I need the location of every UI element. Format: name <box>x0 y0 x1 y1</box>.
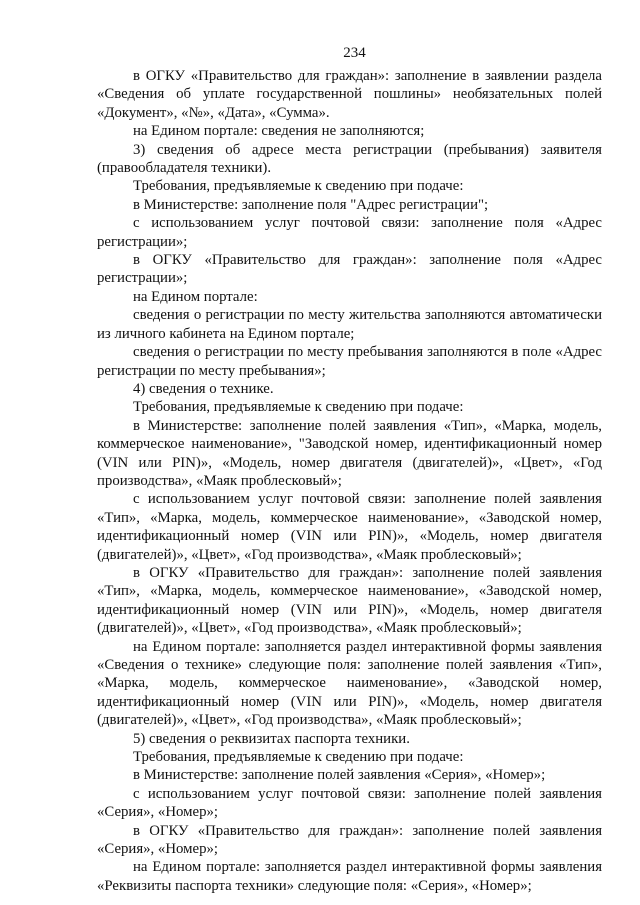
paragraph: сведения о регистрации по месту жительства заполняются автоматически из личного кабинета на Едином портале; <box>97 307 602 342</box>
paragraph: 5) сведения о реквизитах паспорта техники. <box>133 730 410 747</box>
paragraph: в Министерстве: заполнение полей заявления «Серия», «Номер»; <box>133 767 546 784</box>
paragraph: с использованием услуг почтовой связи: заполнение полей заявления «Серия», «Номер»; <box>97 785 602 821</box>
page-number: 234 <box>343 45 366 61</box>
paragraph: Требования, предъявляемые к сведению при подаче: <box>133 749 464 766</box>
paragraph: в ОГКУ «Правительство для граждан»: заполнение поля «Адрес регистрации»; <box>97 252 602 287</box>
paragraph: Требования, предъявляемые к сведению при подаче: <box>133 178 464 195</box>
paragraph: в ОГКУ «Правительство для граждан»: заполнение в заявлении раздела «Сведения об уплате государственной пошлины» необязательных полей «Документ», «№», «Дата», «Сумма». <box>97 68 602 121</box>
paragraph: на Едином портале: заполняется раздел интерактивной формы заявления «Сведения о технике» следующие поля: заполнение полей заявления «Тип», «Марка, модель, коммерческое наименование», «Заводской номер, идентификационный номер (VIN или PIN)», «Модель, номер двигателя (двигателей)», «Цвет», «Год производства», «Маяк проблесковый»; <box>97 638 602 729</box>
paragraph: 4) сведения о технике. <box>133 380 274 397</box>
paragraph: в Министерстве: заполнение полей заявления «Тип», «Марка, модель, коммерческое наименование», "Заводской номер, идентификационный номер (VIN или PIN)», «Модель, номер двигателя (двигателей)», «Цвет», «Год производства», «Маяк проблесковый»; <box>97 417 602 489</box>
paragraph: с использованием услуг почтовой связи: заполнение полей заявления «Тип», «Марка, модель, коммерческое наименование», «Заводской номер, идентификационный номер (VIN или PIN)», «Модель, номер двигателя (двигателей)», «Цвет», «Год производства», «Маяк проблесковый»; <box>97 491 602 563</box>
paragraph: с использованием услуг почтовой связи: заполнение поля «Адрес регистрации»; <box>97 215 602 250</box>
document-body <box>97 67 602 895</box>
paragraph: на Едином портале: заполняется раздел интерактивной формы заявления «Реквизиты паспорта техники» следующие поля: «Серия», «Номер»; <box>97 859 602 894</box>
paragraph: в Министерстве: заполнение поля "Адрес регистрации"; <box>133 196 489 213</box>
paragraph: Требования, предъявляемые к сведению при подаче: <box>133 399 464 416</box>
paragraph: в ОГКУ «Правительство для граждан»: заполнение полей заявления «Тип», «Марка, модель, коммерческое наименование», «Заводской номер, идентификационный номер (VIN или PIN)», «Модель, номер двигателя (двигателей)», «Цвет», «Год производства», «Маяк проблесковый»; <box>97 564 602 637</box>
paragraph: в ОГКУ «Правительство для граждан»: заполнение полей заявления «Серия», «Номер»; <box>97 822 602 858</box>
paragraph: сведения о регистрации по месту пребывания заполняются в поле «Адрес регистрации по месту пребывания»; <box>97 344 602 379</box>
paragraph: на Едином портале: <box>133 288 258 305</box>
paragraph: 3) сведения об адресе места регистрации (пребывания) заявителя (правообладателя техники). <box>97 141 602 177</box>
paragraph: на Едином портале: сведения не заполняются; <box>133 123 425 140</box>
